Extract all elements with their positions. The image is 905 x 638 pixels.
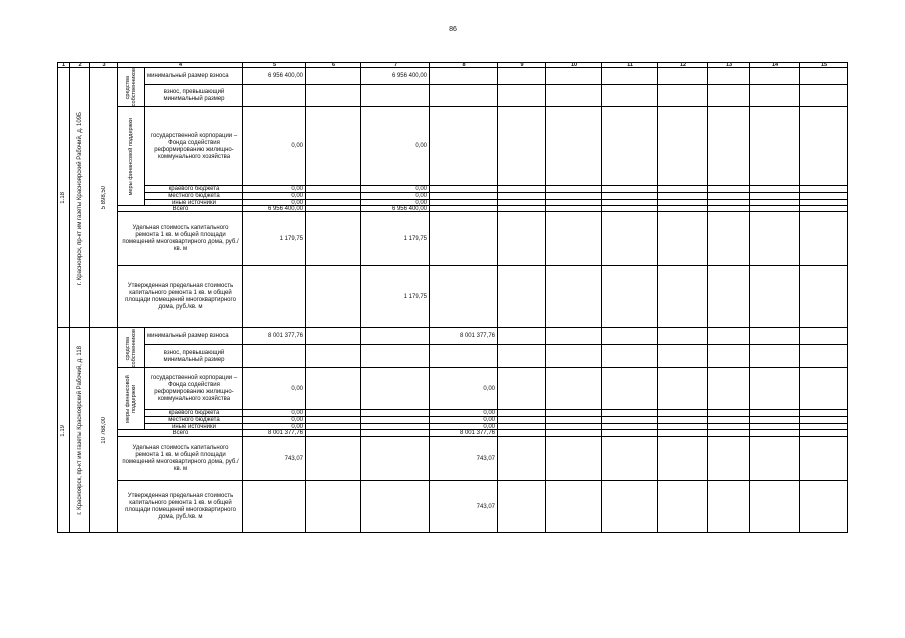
record-2-fund-col-5-text: 0,00 xyxy=(291,385,303,392)
record-2-local-col-5 xyxy=(243,417,306,424)
record-1-unit-col-7-text: 1 179,75 xyxy=(403,235,427,242)
record-1-label-min-text: минимальный размер взноса xyxy=(147,73,229,79)
record-1-label-limit xyxy=(118,266,243,328)
record-2-min-col-6 xyxy=(306,328,361,345)
record-2-fund-col-11 xyxy=(602,368,658,410)
record-2-min-col-5 xyxy=(243,328,306,345)
record-1-min-col-5 xyxy=(243,68,306,85)
record-1-number-text: 1.18 xyxy=(60,192,66,204)
record-1-local-col-14 xyxy=(750,193,800,200)
record-1-local-col-13 xyxy=(708,193,750,200)
record-2-unit-col-14 xyxy=(750,437,800,481)
header-col-12-text: 12 xyxy=(679,62,687,68)
record-2-regional-col-15 xyxy=(800,410,848,417)
record-2-unit-col-12 xyxy=(658,437,708,481)
record-2-label-local-text: местного бюджета xyxy=(168,417,220,423)
record-1-fund-col-8 xyxy=(430,107,498,186)
record-1-fund-col-5 xyxy=(243,107,306,186)
record-1-area-text: 5 898,50 xyxy=(100,186,107,210)
record-2-unit-col-5-text: 743,07 xyxy=(284,455,303,462)
record-1-local-col-6 xyxy=(306,193,361,200)
record-2-regional-col-6 xyxy=(306,410,361,417)
record-2-limit-col-10 xyxy=(546,481,602,533)
record-2-limit-col-15 xyxy=(800,481,848,533)
record-2-label-fund-text: государственной корпорации – Фонда содействия реформированию жилищно-коммунального хозяйства xyxy=(150,375,238,402)
record-1-unit-col-9 xyxy=(498,212,546,266)
record-1-label-local-text: местного бюджета xyxy=(168,193,220,199)
record-2-limit-col-8 xyxy=(430,481,498,533)
record-2-local-col-10 xyxy=(546,417,602,424)
record-1-local-col-7-text: 0,00 xyxy=(415,193,427,199)
record-2-unit-col-7 xyxy=(361,437,430,481)
record-1-fund-col-6 xyxy=(306,107,361,186)
record-2-total-col-7 xyxy=(361,430,430,437)
record-2-min-col-8 xyxy=(430,328,498,345)
header-col-2-text: 2 xyxy=(78,62,82,68)
record-2-unit-col-15 xyxy=(800,437,848,481)
record-1-other-col-5-text: 0,00 xyxy=(291,200,303,206)
record-2-over-col-5 xyxy=(243,345,306,368)
record-1-min-col-5-text: 6 956 400,00 xyxy=(267,73,303,79)
record-1-address-text: г. Красноярск, пр-кт им газеты Красноярский Рабочий, д. 109Б xyxy=(76,111,83,285)
record-1-over-col-11 xyxy=(602,85,658,107)
record-2-regional-col-9 xyxy=(498,410,546,417)
record-1-label-local xyxy=(145,193,243,200)
record-1-regional-col-13 xyxy=(708,186,750,193)
record-2-total-col-9 xyxy=(498,430,546,437)
record-2-over-col-7 xyxy=(361,345,430,368)
record-2-local-col-12 xyxy=(658,417,708,424)
record-1-over-col-6 xyxy=(306,85,361,107)
record-2-limit-col-9 xyxy=(498,481,546,533)
record-1-regional-col-7-text: 0,00 xyxy=(415,186,427,192)
record-2-local-col-11 xyxy=(602,417,658,424)
record-1-limit-col-11 xyxy=(602,266,658,328)
record-2-total-col-12 xyxy=(658,430,708,437)
record-1-fund-col-11 xyxy=(602,107,658,186)
record-1-regional-col-9 xyxy=(498,186,546,193)
record-2-local-col-8 xyxy=(430,417,498,424)
record-1-total-col-7-text: 6 956 400,00 xyxy=(391,206,427,212)
header-col-5-text: 5 xyxy=(272,62,277,68)
record-2-label-regional-text: краевого бюджета xyxy=(168,410,220,416)
record-1-regional-col-12 xyxy=(658,186,708,193)
record-2-unit-col-11 xyxy=(602,437,658,481)
record-2-total-col-5 xyxy=(243,430,306,437)
record-1-local-col-12 xyxy=(658,193,708,200)
record-2-limit-col-14 xyxy=(750,481,800,533)
record-2-label-local xyxy=(145,417,243,424)
record-2-label-unit xyxy=(118,437,243,481)
record-2-unit-col-13 xyxy=(708,437,750,481)
record-2-fund-col-5 xyxy=(243,368,306,410)
record-2-fund-col-8-text: 0,00 xyxy=(483,385,495,392)
record-1-label-regional xyxy=(145,186,243,193)
record-1-over-col-12 xyxy=(658,85,708,107)
record-2-total-col-8 xyxy=(430,430,498,437)
record-1-min-col-10 xyxy=(546,68,602,85)
record-1-limit-col-13 xyxy=(708,266,750,328)
record-1-label-min xyxy=(145,68,243,85)
record-2-label-limit-text: Утвержденная предельная стоимость капитального ремонта 1 кв. м общей площади помещений многоквартирного дома, руб./кв. м xyxy=(125,493,236,520)
record-1-label-over-text: взнос, превышающий минимальный размер xyxy=(163,89,225,102)
record-2-regional-col-5-text: 0,00 xyxy=(291,410,303,416)
record-2-min-col-9 xyxy=(498,328,546,345)
record-1-limit-col-14 xyxy=(750,266,800,328)
record-1-unit-col-8 xyxy=(430,212,498,266)
record-2-address-text: г. Красноярск, пр-кт им газеты Красноярский Рабочий, д. 118 xyxy=(76,346,83,515)
record-2-fund-col-15 xyxy=(800,368,848,410)
record-2-over-col-14 xyxy=(750,345,800,368)
record-1-label-total-text: Всего xyxy=(172,206,189,212)
record-1-over-col-10 xyxy=(546,85,602,107)
page-number: 86 xyxy=(449,26,457,33)
record-2-min-col-8-text: 8 001 377,76 xyxy=(459,333,495,339)
record-2-unit-col-8 xyxy=(430,437,498,481)
record-1-local-col-5 xyxy=(243,193,306,200)
record-2-min-col-13 xyxy=(708,328,750,345)
record-2-total-col-15 xyxy=(800,430,848,437)
record-2-local-col-15 xyxy=(800,417,848,424)
record-2-area-text: 10 768,00 xyxy=(100,417,107,444)
record-1-label-regional-text: краевого бюджета xyxy=(168,186,220,192)
header-col-1-text: 1 xyxy=(61,62,66,68)
record-2-regional-col-13 xyxy=(708,410,750,417)
record-1-label-unit-text: Удельная стоимость капитального ремонта 1 кв. м общей площади помещений многоквартирного дома, руб./кв. м xyxy=(122,225,239,252)
record-1-label-fund xyxy=(145,107,243,186)
record-2-local-col-5-text: 0,00 xyxy=(291,417,303,423)
record-1-regional-col-5-text: 0,00 xyxy=(291,186,303,192)
record-2-fund-col-7 xyxy=(361,368,430,410)
record-1-regional-col-15 xyxy=(800,186,848,193)
record-1-min-col-15 xyxy=(800,68,848,85)
header-col-7-text: 7 xyxy=(393,62,398,68)
record-1-fund-col-15 xyxy=(800,107,848,186)
record-1-regional-col-7 xyxy=(361,186,430,193)
record-2-local-col-6 xyxy=(306,417,361,424)
record-1-limit-col-15 xyxy=(800,266,848,328)
record-1-group-support xyxy=(118,107,145,206)
record-2-regional-col-12 xyxy=(658,410,708,417)
record-2-over-col-15 xyxy=(800,345,848,368)
record-1-regional-col-6 xyxy=(306,186,361,193)
record-2-group-support xyxy=(118,368,145,430)
record-1-limit-col-8 xyxy=(430,266,498,328)
record-2-unit-col-6 xyxy=(306,437,361,481)
record-1-min-col-7-text: 6 956 400,00 xyxy=(391,73,427,79)
record-1-unit-col-6 xyxy=(306,212,361,266)
record-2-limit-col-6 xyxy=(306,481,361,533)
record-1-fund-col-7-text: 0,00 xyxy=(415,143,427,149)
record-1-min-col-12 xyxy=(658,68,708,85)
record-2-label-total xyxy=(118,430,243,437)
record-1-over-col-14 xyxy=(750,85,800,107)
record-2-label-over-text: взнос, превышающий минимальный размер xyxy=(163,349,225,363)
record-2-min-col-14 xyxy=(750,328,800,345)
record-2-min-col-15 xyxy=(800,328,848,345)
record-1-fund-col-9 xyxy=(498,107,546,186)
record-2-total-col-6 xyxy=(306,430,361,437)
record-1-fund-col-14 xyxy=(750,107,800,186)
record-1-regional-col-10 xyxy=(546,186,602,193)
record-2-label-other-text: иные источники xyxy=(172,424,216,430)
record-2-label-unit-text: Удельная стоимость капитального ремонта 1 кв. м общей площади помещений многоквартирного дома, руб./кв. м xyxy=(122,445,239,472)
record-2-over-col-13 xyxy=(708,345,750,368)
record-2-area xyxy=(90,328,118,533)
record-2-group-owners xyxy=(118,328,145,368)
record-1-unit-col-11 xyxy=(602,212,658,266)
record-2-regional-col-11 xyxy=(602,410,658,417)
record-1-label-fund-text: государственной корпорации – Фонда содействия реформированию жилищно-коммунального хозяйства xyxy=(150,132,238,160)
header-col-4-text: 4 xyxy=(178,62,183,68)
record-2-label-total-text: Всего xyxy=(172,430,189,436)
header-col-9-text: 9 xyxy=(520,62,524,68)
record-1-regional-col-8 xyxy=(430,186,498,193)
record-2-limit-col-12 xyxy=(658,481,708,533)
record-2-over-col-12 xyxy=(658,345,708,368)
header-col-13-text: 13 xyxy=(725,62,733,68)
record-2-fund-col-13 xyxy=(708,368,750,410)
record-1-group-owners-text: средства собственников xyxy=(125,68,138,107)
record-2-total-col-11 xyxy=(602,430,658,437)
record-1-over-col-7 xyxy=(361,85,430,107)
record-1-min-col-8 xyxy=(430,68,498,85)
record-2-over-col-9 xyxy=(498,345,546,368)
record-1-min-col-7 xyxy=(361,68,430,85)
record-1-local-col-9 xyxy=(498,193,546,200)
record-2-unit-col-5 xyxy=(243,437,306,481)
record-1-fund-col-7 xyxy=(361,107,430,186)
record-2-min-col-5-text: 8 001 377,76 xyxy=(267,333,303,339)
record-2-label-min xyxy=(145,328,243,345)
record-2-fund-col-8 xyxy=(430,368,498,410)
header-col-10-text: 10 xyxy=(570,62,578,68)
record-1-limit-col-7 xyxy=(361,266,430,328)
record-2-group-support-text: меры финансовой поддержки xyxy=(125,375,138,423)
record-1-unit-col-10 xyxy=(546,212,602,266)
header-col-8-text: 8 xyxy=(462,62,466,68)
record-2-total-col-14 xyxy=(750,430,800,437)
record-1-fund-col-13 xyxy=(708,107,750,186)
record-2-min-col-7 xyxy=(361,328,430,345)
record-1-over-col-5 xyxy=(243,85,306,107)
record-1-unit-col-5-text: 1 179,75 xyxy=(279,235,303,242)
record-1-number xyxy=(57,68,70,328)
record-1-over-col-8 xyxy=(430,85,498,107)
record-1-label-other-text: иные источники xyxy=(172,200,216,206)
record-2-total-col-13 xyxy=(708,430,750,437)
record-1-regional-col-11 xyxy=(602,186,658,193)
record-1-min-col-13 xyxy=(708,68,750,85)
record-2-number-text: 1.19 xyxy=(60,424,66,437)
record-2-over-col-8 xyxy=(430,345,498,368)
record-2-total-col-10 xyxy=(546,430,602,437)
record-2-fund-col-14 xyxy=(750,368,800,410)
record-2-over-col-10 xyxy=(546,345,602,368)
header-col-14-text: 14 xyxy=(771,62,779,68)
record-1-min-col-11 xyxy=(602,68,658,85)
record-2-fund-col-12 xyxy=(658,368,708,410)
record-1-min-col-9 xyxy=(498,68,546,85)
record-2-local-col-8-text: 0,00 xyxy=(483,417,495,423)
record-1-group-owners xyxy=(118,68,145,107)
record-2-regional-col-8-text: 0,00 xyxy=(483,410,495,416)
record-1-limit-col-7-text: 1 179,75 xyxy=(403,293,427,300)
record-2-unit-col-10 xyxy=(546,437,602,481)
header-col-11-text: 11 xyxy=(627,62,633,68)
record-2-regional-col-14 xyxy=(750,410,800,417)
record-1-over-col-15 xyxy=(800,85,848,107)
record-2-regional-col-8 xyxy=(430,410,498,417)
record-1-min-col-14 xyxy=(750,68,800,85)
record-2-over-col-6 xyxy=(306,345,361,368)
record-2-fund-col-10 xyxy=(546,368,602,410)
record-1-unit-col-14 xyxy=(750,212,800,266)
record-2-label-limit xyxy=(118,481,243,533)
record-1-min-col-6 xyxy=(306,68,361,85)
record-2-min-col-12 xyxy=(658,328,708,345)
record-2-local-col-14 xyxy=(750,417,800,424)
record-2-unit-col-9 xyxy=(498,437,546,481)
record-1-limit-col-5 xyxy=(243,266,306,328)
record-1-group-support-text: меры финансовой поддержки xyxy=(128,117,135,196)
record-1-over-col-9 xyxy=(498,85,546,107)
record-2-limit-col-5 xyxy=(243,481,306,533)
record-1-regional-col-14 xyxy=(750,186,800,193)
record-1-limit-col-9 xyxy=(498,266,546,328)
record-1-total-col-5-text: 6 956 400,00 xyxy=(267,206,303,212)
record-2-regional-col-5 xyxy=(243,410,306,417)
record-2-over-col-11 xyxy=(602,345,658,368)
record-1-local-col-7 xyxy=(361,193,430,200)
record-1-unit-col-15 xyxy=(800,212,848,266)
record-1-unit-col-12 xyxy=(658,212,708,266)
record-2-limit-col-8-text: 743,07 xyxy=(476,503,495,510)
record-1-area xyxy=(90,68,118,328)
record-1-local-col-10 xyxy=(546,193,602,200)
record-2-regional-col-10 xyxy=(546,410,602,417)
record-2-other-col-8-text: 0,00 xyxy=(483,424,495,430)
record-1-over-col-13 xyxy=(708,85,750,107)
record-2-local-col-9 xyxy=(498,417,546,424)
record-1-label-limit-text: Утвержденная предельная стоимость капитального ремонта 1 кв. м общей площади помещений многоквартирного дома, руб./кв. м xyxy=(125,283,236,310)
header-col-3-text: 3 xyxy=(102,62,106,68)
record-1-limit-col-6 xyxy=(306,266,361,328)
record-2-fund-col-9 xyxy=(498,368,546,410)
record-1-fund-col-5-text: 0,00 xyxy=(291,143,303,149)
record-1-limit-col-12 xyxy=(658,266,708,328)
header-col-15-text: 15 xyxy=(820,62,828,68)
record-1-unit-col-5 xyxy=(243,212,306,266)
record-1-fund-col-10 xyxy=(546,107,602,186)
record-2-min-col-10 xyxy=(546,328,602,345)
record-1-local-col-15 xyxy=(800,193,848,200)
record-1-local-col-5-text: 0,00 xyxy=(291,193,303,199)
record-1-regional-col-5 xyxy=(243,186,306,193)
record-2-limit-col-11 xyxy=(602,481,658,533)
header-col-6-text: 6 xyxy=(331,62,336,68)
record-2-address xyxy=(70,328,90,533)
record-2-fund-col-6 xyxy=(306,368,361,410)
record-1-unit-col-7 xyxy=(361,212,430,266)
record-1-other-col-7-text: 0,00 xyxy=(415,200,427,206)
record-2-other-col-5-text: 0,00 xyxy=(291,424,303,430)
record-2-number xyxy=(57,328,70,533)
record-1-fund-col-12 xyxy=(658,107,708,186)
record-2-label-regional xyxy=(145,410,243,417)
record-2-min-col-11 xyxy=(602,328,658,345)
record-1-local-col-11 xyxy=(602,193,658,200)
record-2-label-over xyxy=(145,345,243,368)
record-1-limit-col-10 xyxy=(546,266,602,328)
record-1-address xyxy=(70,68,90,328)
record-2-total-col-8-text: 8 001 377,76 xyxy=(459,430,495,436)
record-2-unit-col-8-text: 743,07 xyxy=(476,455,495,462)
record-1-label-over xyxy=(145,85,243,107)
record-1-unit-col-13 xyxy=(708,212,750,266)
record-2-group-owners-text: средства собственников xyxy=(125,328,138,368)
record-1-label-unit xyxy=(118,212,243,266)
record-2-local-col-7 xyxy=(361,417,430,424)
record-1-local-col-8 xyxy=(430,193,498,200)
record-2-total-col-5-text: 8 001 377,76 xyxy=(267,430,303,436)
record-2-label-fund xyxy=(145,368,243,410)
record-2-label-min-text: минимальный размер взноса xyxy=(147,333,229,339)
record-2-limit-col-13 xyxy=(708,481,750,533)
record-2-limit-col-7 xyxy=(361,481,430,533)
record-2-local-col-13 xyxy=(708,417,750,424)
record-2-regional-col-7 xyxy=(361,410,430,417)
